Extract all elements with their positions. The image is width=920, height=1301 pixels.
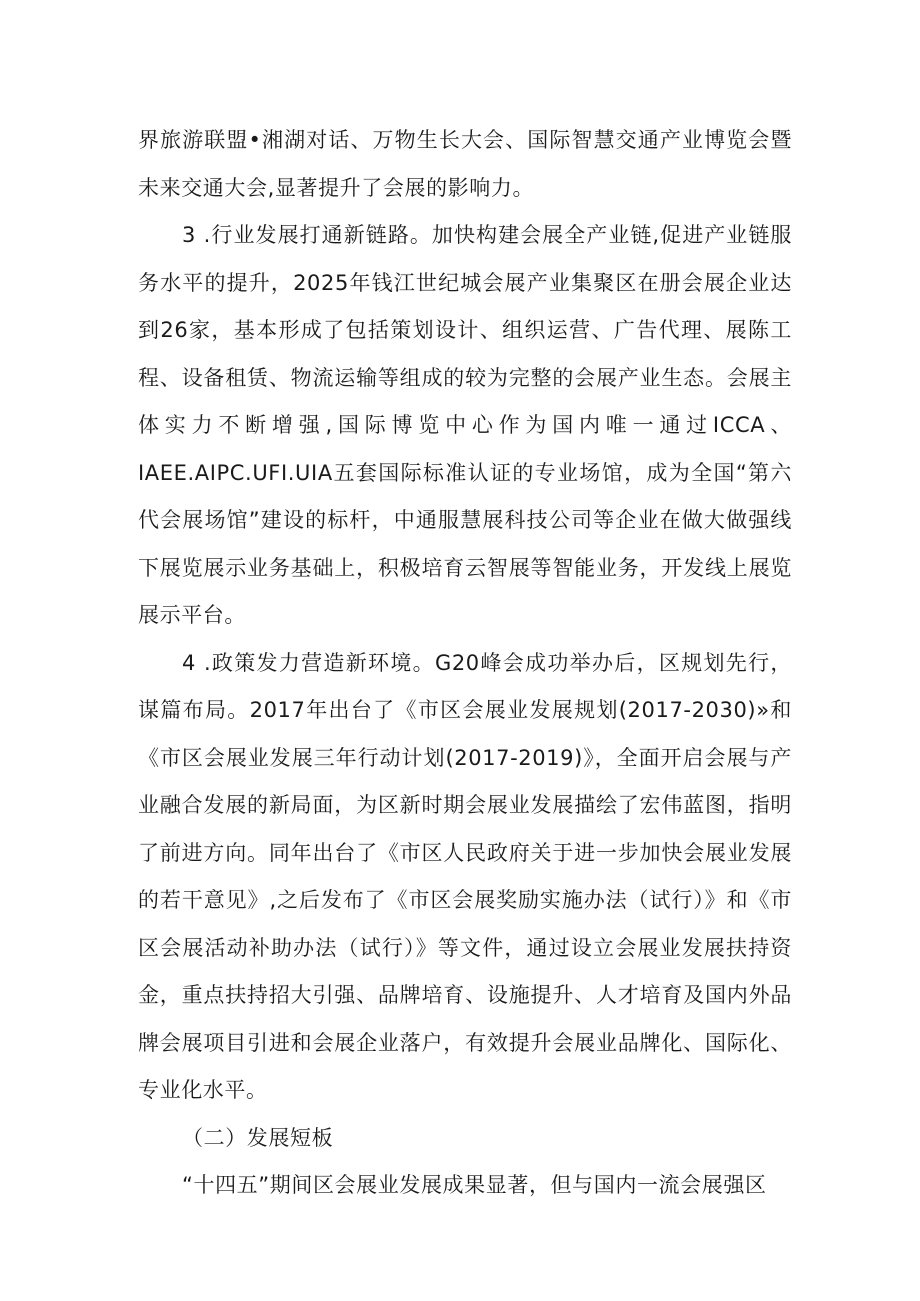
section-heading-shortcomings: （二）发展短板 [182,1125,334,1150]
paragraph-shortcomings-intro: “十四五”期间区会展业发展成果显著，但与国内一流会展强区 [182,1173,767,1197]
paragraph-continuation: 界旅游联盟•湘湖对话、万物生长大会、国际智慧交通产业博览会暨未来交通大会,显著提升了会展的影响力。 [138,128,792,200]
paragraph-industry-chain: 3 .行业发展打通新链路。加快构建会展全产业链,促进产业链服务水平的提升，2025年钱江世纪城会展产业集聚区在册会展企业达到26家，基本形成了包括策划设计、组织运营、广告代理、展陈工程、设备租赁、物流运输等组成的较为完整的会展产业生态。会展主体实力不断增强,国际博览中心作为国内唯一通过ICCA、IAEE.AIPC.UFI.UIA五套国际标准认证的专业场馆，成为全国“第六代会展场馆”建设的标杆，中通服慧展科技公司等企业在做大做强线下展览展示业务基础上，积极培育云智展等智能业务，开发线上展览展示平台。 [138,223,792,627]
document-body [138,117,792,1210]
paragraph-policy: 4 .政策发力营造新环境。G20峰会成功举办后，区规划先行，谋篇布局。2017年出台了《市区会展业发展规划(2017-2030)»和《市区会展业发展三年行动计划(2017-2019)》，全面开启会展与产业融合发展的新局面，为区新时期会展业发展描绘了宏伟蓝图，指明了前进方向。同年出台了《市区人民政府关于进一步加快会展业发展的若干意见》,之后发布了《市区会展奖励实施办法（试行）》和《市区会展活动补助办法（试行）》等文件，通过设立会展业发展扶持资金，重点扶持招大引强、品牌培育、设施提升、人才培育及国内外品牌会展项目引进和会展企业落户，有效提升会展业品牌化、国际化、专业化水平。 [138,650,792,1102]
